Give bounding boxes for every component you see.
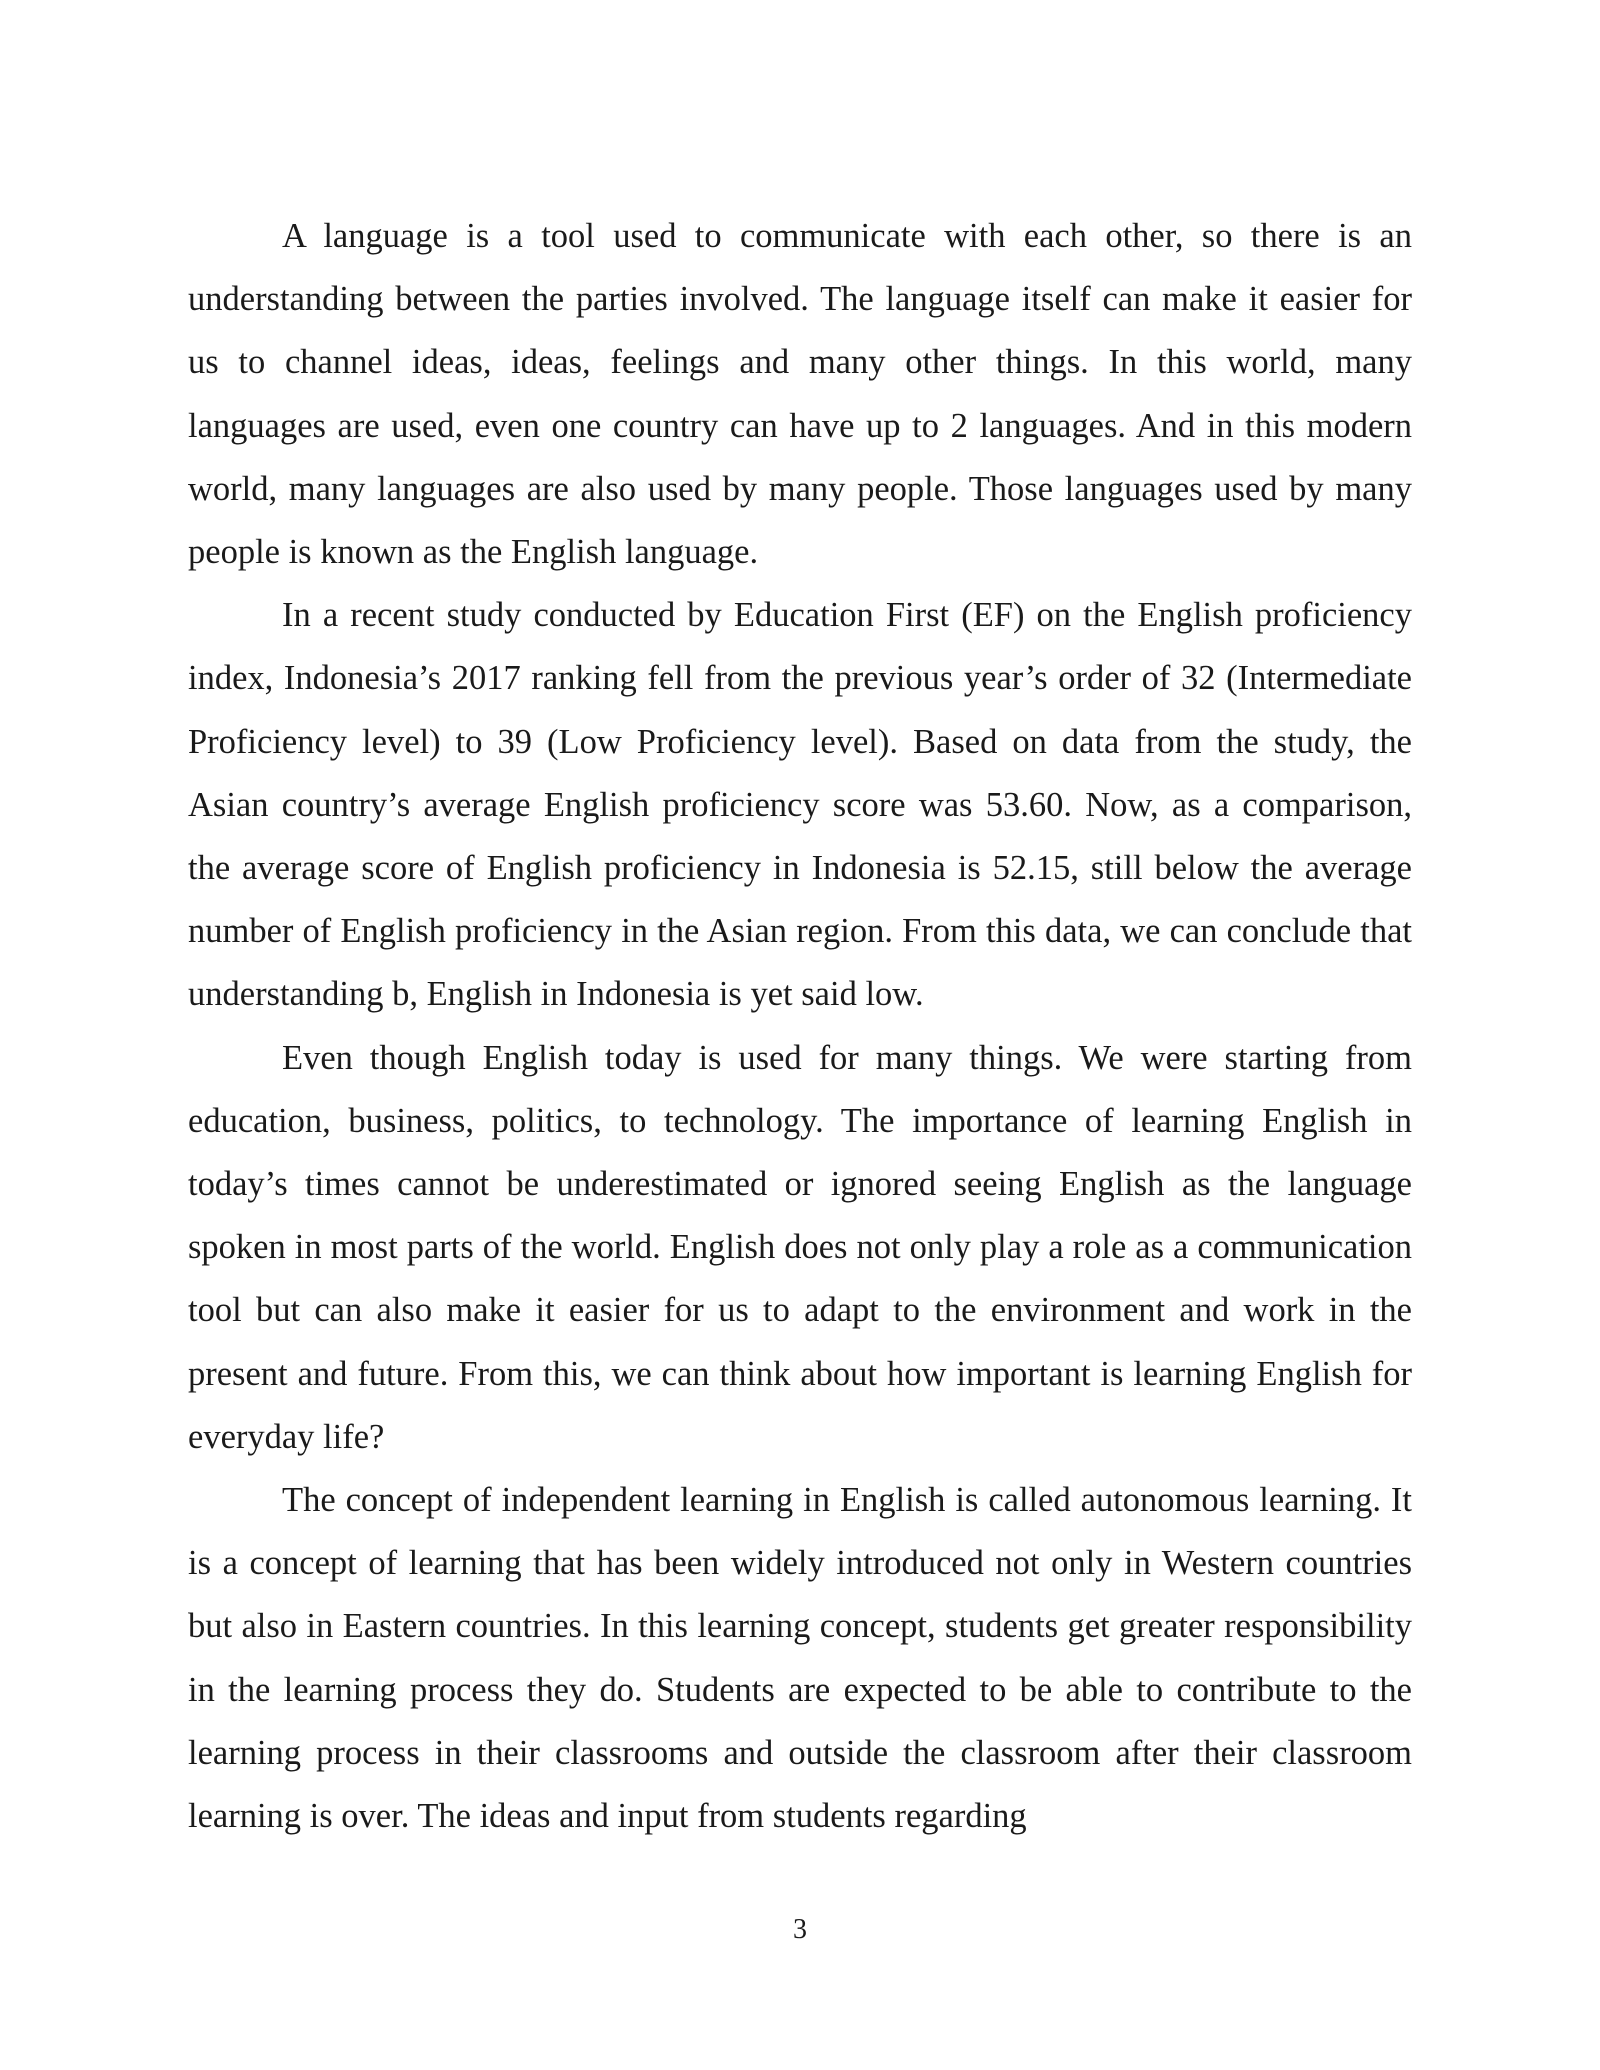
- body-text: [188, 205, 1412, 1848]
- paragraph-english-importance: Even though English today is used for many things. We were starting from education, business, politics, to technology. The importance of learning English in today’s times cannot be underestimated or ignored seeing English as the language spoken in most parts of the world. English does not only play a role as a communication tool but can also make it easier for us to adapt to the environment and work in the present and future. From this, we can think about how important is learning English for everyday life?: [188, 1038, 1412, 1456]
- page-number: 3: [793, 1914, 807, 1945]
- paragraph-language-tool: A language is a tool used to communicate with each other, so there is an understanding between the parties involved. The language itself can make it easier for us to channel ideas, ideas, feelings and many other things. In this world, many languages are used, even one country can have up to 2 languages. And in this modern world, many languages are also used by many people. Those languages used by many people is known as the English language.: [188, 217, 1412, 572]
- paragraph-autonomous-learning: The concept of independent learning in English is called autonomous learning. It is a concept of learning that has been widely introduced not only in Western countries but also in Eastern countries. In this learning concept, students get greater responsibility in the learning process they do. Students are expected to be able to contribute to the learning process in their classrooms and outside the classroom after their classroom learning is over. The ideas and input from students regarding: [188, 1481, 1412, 1836]
- paragraph-ef-study: In a recent study conducted by Education First (EF) on the English proficiency index, Indonesia’s 2017 ranking fell from the previous year’s order of 32 (Intermediate Proficiency level) to 39 (Low Proficiency level). Based on data from the study, the Asian country’s average English proficiency score was 53.60. Now, as a comparison, the average score of English proficiency in Indonesia is 52.15, still below the average number of English proficiency in the Asian region. From this data, we can conclude that understanding b, English in Indonesia is yet said low.: [188, 596, 1412, 1014]
